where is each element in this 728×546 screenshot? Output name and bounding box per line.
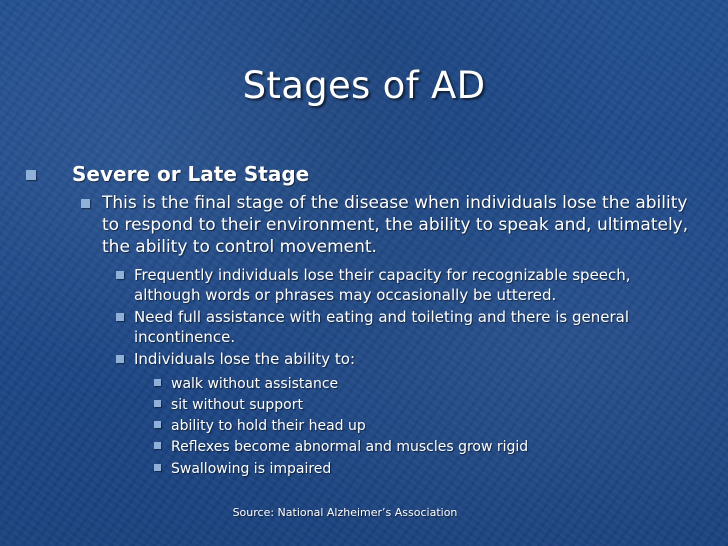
ability-text: Swallowing is impaired — [171, 461, 332, 477]
square-bullet-icon — [116, 355, 124, 363]
slide-title: Stages of AD — [242, 64, 486, 107]
square-bullet-icon — [116, 271, 124, 279]
square-bullet-icon — [81, 199, 90, 208]
ability-text: sit without support — [171, 397, 303, 413]
point-text: Frequently individuals lose their capacity for recognizable speech, although words or phrases may occasionally be uttered. — [134, 266, 631, 304]
ability-text: ability to hold their head up — [171, 418, 366, 434]
point-text: Individuals lose the ability to: — [134, 350, 356, 368]
square-bullet-icon — [154, 379, 161, 386]
square-bullet-icon — [154, 421, 161, 428]
square-bullet-icon — [154, 400, 161, 407]
stage-description: This is the final stage of the disease when individuals lose the ability to respond to their environment, the ability to speak and, ultimately, the ability to control movement. — [102, 193, 689, 257]
point-text: Need full assistance with eating and toileting and there is general incontinence. — [134, 308, 629, 346]
ability-text: Reflexes become abnormal and muscles grow rigid — [171, 439, 529, 455]
square-bullet-icon — [154, 442, 161, 449]
square-bullet-icon — [154, 464, 161, 471]
square-bullet-icon — [116, 313, 124, 321]
source-citation: Source: National Alzheimer’s Association — [232, 506, 458, 519]
ability-text: walk without assistance — [171, 376, 339, 392]
square-bullet-icon — [26, 170, 36, 180]
stage-heading: Severe or Late Stage — [72, 162, 310, 186]
